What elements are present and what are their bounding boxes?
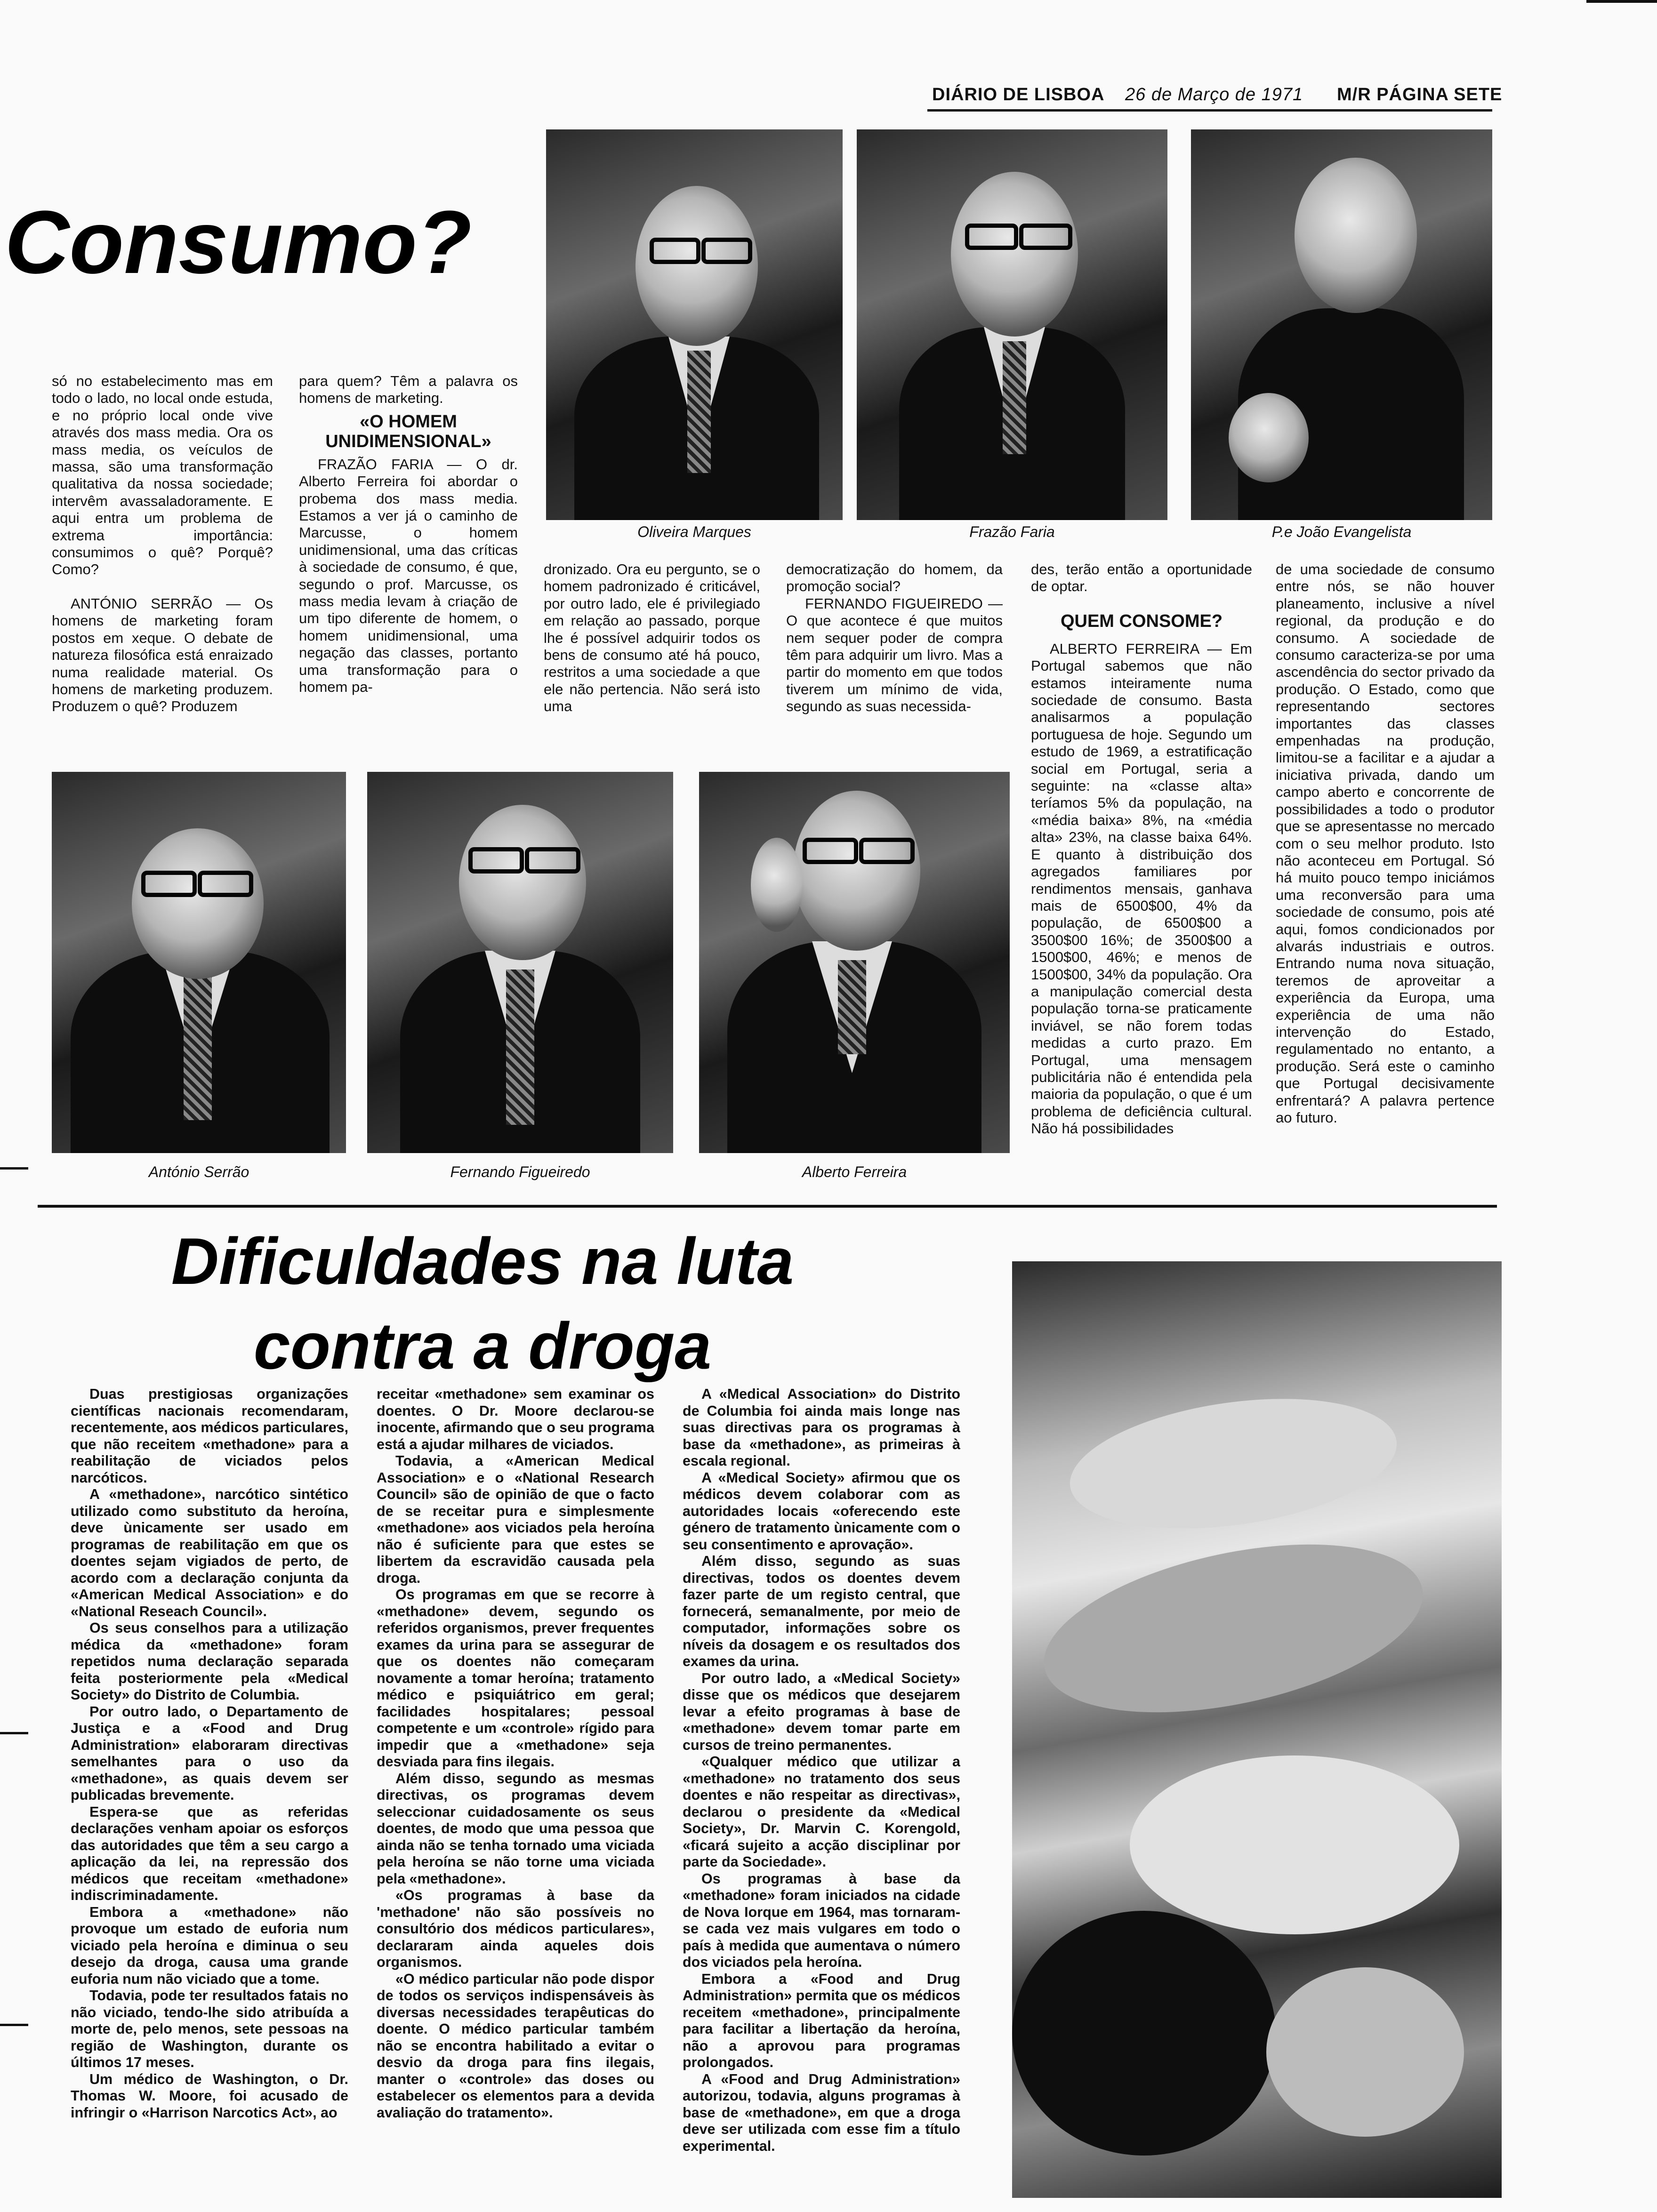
paragraph: Um médico de Washington, o Dr. Thomas W. Moore, foi acusado de infringir o «Harrison Narcotics Act», ao bbox=[71, 2071, 348, 2121]
paragraph: Espera-se que as referidas declarações venham apoiar os esforços das autoridades que têm a seu cargo a aplicação da lei, na repressão dos médicos que receitam «methadone» indiscriminadamente. bbox=[71, 1803, 348, 1903]
article1-col4 bbox=[786, 561, 1003, 749]
article2-col1 bbox=[71, 1386, 348, 2167]
caption-frazao-faria: Frazão Faria bbox=[969, 523, 1055, 540]
article2-col2 bbox=[377, 1386, 654, 2167]
paragraph: «Os programas à base da 'methadone' não são possíveis no consultório dos médicos particulares», declararam ainda aqueles dois organismos. bbox=[377, 1887, 654, 1970]
paragraph: A «methadone», narcótico sintético utilizado como substituto da heroína, deve ùnicamente ser usado em programas de reabilitação em que os doentes sejam vigiados de perto, de acordo com a declaração conjunta da «American Medical Association» e do «National Reseach Council». bbox=[71, 1486, 348, 1619]
article1-col1 bbox=[52, 373, 273, 773]
article1-col3 bbox=[544, 561, 760, 749]
photo-antonio-serrao bbox=[52, 772, 346, 1153]
corner-mark bbox=[1586, 0, 1657, 3]
masthead-date: 26 de Março de 1971 bbox=[1125, 85, 1303, 104]
paragraph: A «Medical Association» do Distrito de Columbia foi ainda mais longe nas suas directivas para os programas à base da «methadone», as primeiras à escala regional. bbox=[683, 1386, 960, 1469]
caption-antonio-serrao: António Serrão bbox=[148, 1163, 249, 1180]
paragraph: Os seus conselhos para a utilização médica da «methadone» foram repetidos numa declaração separada feita posteriormente pela «Medical Society» do Distrito de Columbia. bbox=[71, 1620, 348, 1703]
paragraph: «Qualquer médico que utilizar a «methadone» no tratamento dos seus doentes e não respeitar as directivas», declarou o presidente da «Medical Society», Dr. Marvin C. Korengold, «ficará sujeito a acção disciplinar por parte da Sociedade». bbox=[683, 1754, 960, 1870]
paragraph: Todavia, a «American Medical Association» e o «National Research Council» são de opinião de que o facto de se receitar pura e simplesmente «methadone» aos viciados pela heroína não é suficiente para que estes se libertem da escravidão causada pela droga. bbox=[377, 1453, 654, 1586]
paragraph: democratização do homem, da promoção social? bbox=[786, 561, 1003, 595]
photo-drug-addict bbox=[1012, 1261, 1502, 2198]
masthead-paper: DIÁRIO DE LISBOA bbox=[932, 85, 1105, 104]
paragraph: ANTÓNIO SERRÃO — Os homens de marketing foram postos em xeque. O debate de natureza filosófica está enraizado numa realidade material. Os homens de marketing produzem. Produzem o quê? Produzem bbox=[52, 595, 273, 715]
paragraph: dronizado. Ora eu pergunto, se o homem padronizado é criticável, por outro lado, ele é privilegiado em relação ao passado, porque lhe é possível adquirir todos os bens de consumo até há pouco, restritos a uma sociedade a que ele não pertencia. Não será isto uma bbox=[544, 561, 760, 715]
photo-joao-evangelista bbox=[1191, 129, 1492, 520]
paragraph: para quem? Têm a palavra os homens de marketing. bbox=[299, 373, 518, 407]
caption-joao-evangelista: P.e João Evangelista bbox=[1271, 523, 1412, 540]
paragraph: des, terão então a oportunidade de optar. bbox=[1031, 561, 1252, 595]
paragraph: só no estabelecimento mas em todo o lado, no local onde estuda, e no próprio local onde vive através dos mass media. Ora os mass media, os veículos de massa, são uma transformação qualitativa da nossa sociedade; intervêm avassaladoramente. E aqui entra um problema de extrema importância: consumimos o quê? Porquê? Como? bbox=[52, 373, 273, 578]
paragraph: Além disso, segundo as mesmas directivas, os programas devem seleccionar cuidadosamente os seus doentes, de modo que uma pessoa que ainda não se tenha tornado uma viciada pela heroína se não torne uma viciada pela «methadone». bbox=[377, 1770, 654, 1887]
article2-col3 bbox=[683, 1386, 960, 2167]
masthead-page: M/R PÁGINA SETE bbox=[1337, 85, 1503, 104]
article1-title: Consumo? bbox=[5, 192, 472, 292]
paragraph: A «Food and Drug Administration» autorizou, todavia, alguns programas à base de «methadone», em que a droga deve ser utilizada com esse fim a título experimental. bbox=[683, 2071, 960, 2154]
article2-title-line2: contra a droga bbox=[253, 1309, 712, 1383]
paragraph: Além disso, segundo as suas directivas, todos os doentes devem fazer parte de um registo central, que fornecerá, semanalmente, por meio de computador, informações sobre os níveis da dosagem e os resultados dos exames da urina. bbox=[683, 1553, 960, 1669]
paragraph: receitar «methadone» sem examinar os doentes. O Dr. Moore declarou-se inocente, afirmando que o seu programa está a ajudar milhares de viciados. bbox=[377, 1386, 654, 1452]
caption-alberto-ferreira: Alberto Ferreira bbox=[802, 1163, 907, 1180]
margin-mark bbox=[0, 2024, 28, 2026]
paragraph: «O médico particular não pode dispor de todos os serviços indispensáveis às diversas necessidades terapêuticas do doente. O médico particular também não se encontra habilitado a evitar o desvio da droga para fins ilegais, manter o «controle» das doses ou estabelecer os elementos para a devida avaliação do tratamento». bbox=[377, 1971, 654, 2121]
article1-col5 bbox=[1031, 561, 1252, 1182]
paragraph: Por outro lado, a «Medical Society» disse que os médicos que desejarem levar a efeito programas à base de «methadone» devem tomar parte em cursos de treino permanentes. bbox=[683, 1670, 960, 1753]
paragraph: Embora a «methadone» não provoque um estado de euforia num viciado pela heroína e diminua o seu desejo da droga, causa uma grande euforia num não viciado que a tome. bbox=[71, 1904, 348, 1987]
photo-alberto-ferreira bbox=[699, 772, 1010, 1153]
margin-mark bbox=[0, 1167, 28, 1170]
masthead-rule bbox=[927, 109, 1492, 112]
masthead bbox=[923, 85, 1503, 113]
caption-oliveira-marques: Oliveira Marques bbox=[637, 523, 751, 540]
caption-fernando-figueiredo: Fernando Figueiredo bbox=[450, 1163, 590, 1180]
article2-title-line1: Dificuldades na luta bbox=[171, 1224, 794, 1298]
section-divider bbox=[38, 1205, 1497, 1208]
paragraph: Os programas em que se recorre à «methadone» devem, segundo os referidos organismos, prever frequentes exames da urina para se assegurar de que os doentes não começaram novamente a tomar heroína; tratamento médico e psiquiátrico em geral; facilidades hospitalares; pessoal competente e um «controle» rígido para impedir que a «methadone» seja desviada para fins ilegais. bbox=[377, 1587, 654, 1770]
margin-mark bbox=[0, 1732, 28, 1734]
section-heading: QUEM CONSOME? bbox=[1060, 611, 1223, 631]
paragraph: ALBERTO FERREIRA — Em Portugal sabemos que não estamos inteiramente numa sociedade de consumo. Basta analisarmos a população portuguesa de hoje. Segundo um estudo de 1969, a estratificação social em Portugal, seria a seguinte: na «classe alta» teríamos 5% da população, na «média baixa» 8%, na «média alta» 23%, na classe baixa 64%. E quanto à distribuição dos agregados familiares por rendimentos mensais, ganhava mais de 6500$00, 4% da população, de 6500$00 a 3500$00 16%; de 3500$00 a 1500$00, 46%; e menos de 1500$00, 34% da população. Ora a manipulação comercial desta população torna-se praticamente inviável, se não forem todas medidas a curto prazo. Em Portugal, uma mensagem publicitária não é entendida pela maioria da população, o que é um problema de deficiência cultural. Não há possibilidades bbox=[1031, 640, 1252, 1137]
article1-col2 bbox=[299, 373, 518, 773]
photo-frazao-faria bbox=[857, 129, 1167, 520]
paragraph: Embora a «Food and Drug Administration» permita que os médicos receitem «methadone», principalmente para facilitar a libertação da heroína, não a aprovou para programas prolongados. bbox=[683, 1971, 960, 2070]
paragraph: FRAZÃO FARIA — O dr. Alberto Ferreira foi abordar o probema dos mass media. Estamos a ver já o caminho de Marcusse, o homem unidimensional, uma das críticas à sociedade de consumo, é que, segundo o prof. Marcusse, os mass media levam à criação de um tipo diferente de homem, o homem unidimensional, uma negação das classes, portanto uma transformação para o homem pa- bbox=[299, 456, 518, 696]
paragraph: Por outro lado, o Departamento de Justiça e a «Food and Drug Administration» elaboraram directivas semelhantes para o uso da «methadone», as quais devem ser publicadas brevemente. bbox=[71, 1703, 348, 1803]
paragraph: Duas prestigiosas organizações científicas nacionais recomendaram, recentemente, aos médicos particulares, que não receitem «methadone» para a reabilitação de viciados pelos narcóticos. bbox=[71, 1386, 348, 1486]
paragraph: FERNANDO FIGUEIREDO — O que acontece é que muitos nem sequer poder de compra têm para adquirir um livro. Mas a partir do momento em que todos tiverem um mínimo de vida, segundo as suas necessida- bbox=[786, 595, 1003, 715]
paragraph: Todavia, pode ter resultados fatais no não viciado, tendo-lhe sido atribuída a morte de, pelo menos, sete pessoas na região de Washington, durante os últimos 17 meses. bbox=[71, 1988, 348, 2070]
photo-oliveira-marques bbox=[546, 129, 843, 520]
paragraph: Os programas à base da «methadone» foram iniciados na cidade de Nova Iorque em 1964, mas tornaram-se cada vez mais vulgares em todo o país à medida que aumentava o número dos viciados pela heroína. bbox=[683, 1870, 960, 1970]
article1-col6 bbox=[1276, 561, 1495, 1182]
section-heading: «O HOMEM UNIDIMENSIONAL» bbox=[325, 411, 491, 451]
paragraph: de uma sociedade de consumo entre nós, se não houver planeamento, inclusive a nível regional, da produção e do consumo. A sociedade de consumo caracteriza-se por uma ascendência do sector privado da produção. O Estado, como que representando sectores importantes das classes empenhadas na produção, limitou-se a facilitar e a ajudar a iniciativa privada, dando um campo aberto e concorrente de possibilidades a todo o produtor que se apresentasse no mercado com o seu melhor produto. Isto não aconteceu em Portugal. Só há muito pouco tempo iniciámos uma reconversão para uma sociedade de consumo, pois até aqui, fomos condicionados por alvarás industriais e outros. Entrando numa nova situação, teremos de aproveitar a experiência da Europa, uma experiência de uma não intervenção do Estado, regulamentado no entanto, a produção. Será este o caminho que Portugal decisivamente enfrentará? A palavra pertence ao futuro. bbox=[1276, 561, 1495, 1126]
paragraph: A «Medical Society» afirmou que os médicos devem colaborar com as autoridades locais «oferecendo este género de tratamento ùnicamente com o seu consentimento e aprovação». bbox=[683, 1469, 960, 1553]
photo-fernando-figueiredo bbox=[367, 772, 673, 1153]
